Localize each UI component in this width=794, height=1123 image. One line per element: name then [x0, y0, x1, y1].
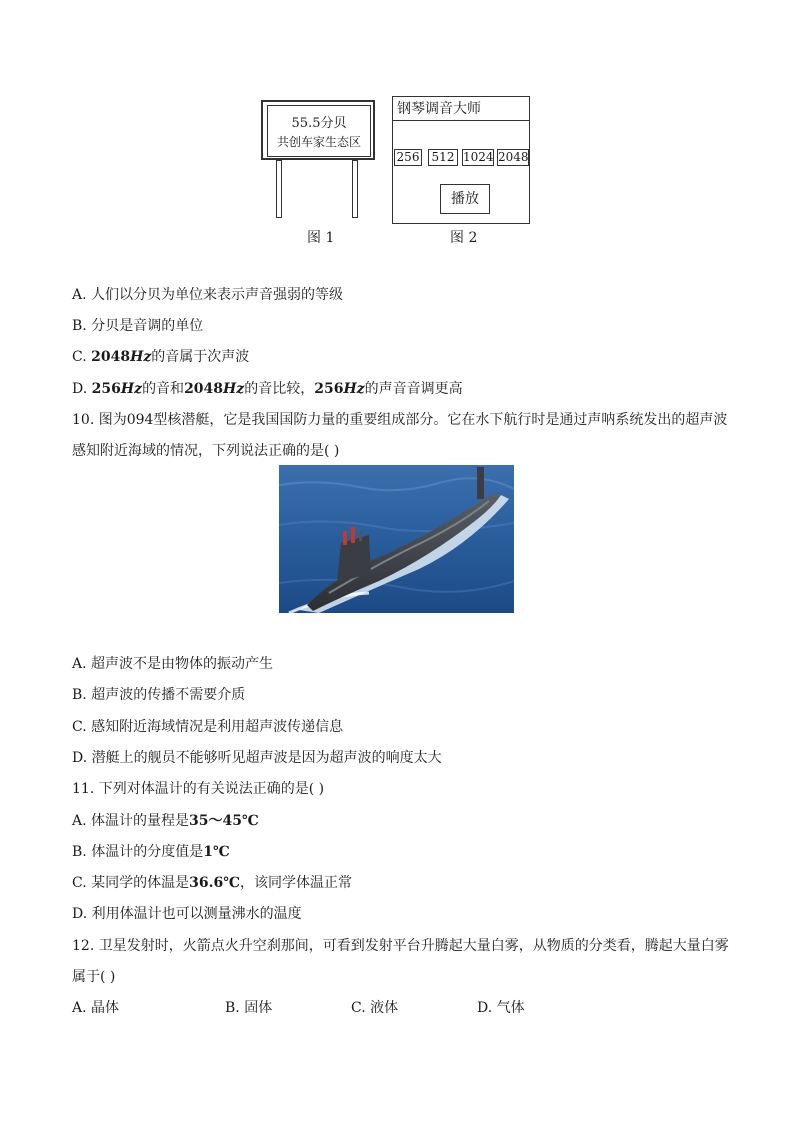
q11-option-b [72, 843, 230, 861]
q10-stem-line2: 感知附近海域的情况，下列说法正确的是( ) [72, 443, 340, 459]
app-title: 钢琴调音大师 [393, 97, 529, 121]
q9-c-unit: Hz [130, 349, 152, 365]
q9-c-number: 2048 [91, 349, 131, 365]
q9-option-d [72, 380, 463, 398]
q11-b-text: B. 体温计的分度值是 [72, 844, 204, 860]
q9-d-number3: 256 [314, 381, 344, 397]
noise-sign-decibel: 55.5分贝 [291, 116, 347, 131]
q12-option-c: C. 液体 [351, 1000, 399, 1016]
q11-b-value: 1℃ [203, 844, 230, 860]
q9-d-unit3: Hz [343, 381, 365, 397]
q11-option-a [72, 812, 259, 830]
submarine-photo [279, 465, 514, 613]
q11-a-value: 35～45℃ [189, 813, 259, 829]
q12-option-a: A. 晶体 [72, 1000, 120, 1016]
q10-option-a: A. 超声波不是由物体的振动产生 [72, 656, 274, 672]
q10-option-d: D. 潜艇上的舰员不能够听见超声波是因为超声波的响度太大 [72, 750, 442, 766]
q9-d-prefix: D. [72, 381, 92, 397]
q12-stem-line2: 属于( ) [72, 969, 116, 985]
q9-d-text: 的声音音调更高 [364, 381, 463, 397]
q11-c-rest: ，该同学体温正常 [240, 875, 352, 891]
q9-option-a: A. 人们以分贝为单位来表示声音强弱的等级 [72, 287, 344, 303]
q10-option-c: C. 感知附近海域情况是利用超声波传递信息 [72, 719, 344, 735]
q11-option-c [72, 874, 352, 892]
q9-d-mid2: 的音比较， [244, 381, 315, 397]
q11-a-text: A. 体温计的量程是 [72, 813, 190, 829]
noise-sign-panel [267, 105, 371, 157]
q9-d-number1: 256 [91, 381, 121, 397]
q11-stem: 11. 下列对体温计的有关说法正确的是( ) [72, 781, 325, 797]
q12-option-d: D. 气体 [477, 1000, 525, 1016]
q10-stem-line1: 10. 图为094型核潜艇，它是我国国防力量的重要组成部分。它在水下航行时是通过声呐系统发出的超声波 [72, 412, 728, 428]
freq-button-512[interactable]: 512 [428, 149, 458, 166]
q9-d-mid: 的音和 [142, 381, 185, 397]
q11-c-text: C. 某同学的体温是 [72, 875, 190, 891]
q9-c-prefix: C. [72, 349, 92, 365]
freq-button-1024[interactable]: 1024 [463, 150, 494, 164]
q12-stem-line1: 12. 卫星发射时，火箭点火升空刹那间，可看到发射平台升腾起大量白雾，从物质的分类看，腾起大量白雾 [72, 938, 729, 954]
freq-button-256[interactable]: 256 [394, 149, 422, 166]
freq-button-2048[interactable]: 2048 [498, 150, 529, 164]
sign-post-right [352, 160, 358, 218]
noise-sign-text: 共创车家生态区 [276, 135, 361, 149]
q9-option-c [72, 348, 249, 366]
q9-option-b: B. 分贝是音调的单位 [72, 318, 204, 334]
q11-c-value: 36.6℃ [189, 875, 240, 891]
q9-d-number2: 2048 [184, 381, 224, 397]
sign-post-left [276, 160, 282, 218]
figure2-caption: 图 2 [450, 230, 478, 246]
q10-option-b: B. 超声波的传播不需要介质 [72, 687, 246, 703]
q9-d-unit1: Hz [120, 381, 143, 397]
q9-c-text: 的音属于次声波 [151, 349, 250, 365]
q9-d-unit2: Hz [223, 381, 245, 397]
q11-option-d: D. 利用体温计也可以测量沸水的温度 [72, 906, 302, 922]
q12-options [72, 999, 552, 1017]
figure1-caption: 图 1 [307, 230, 335, 246]
q12-option-b: B. 固体 [225, 1000, 273, 1016]
play-button[interactable]: 播放 [440, 184, 490, 214]
